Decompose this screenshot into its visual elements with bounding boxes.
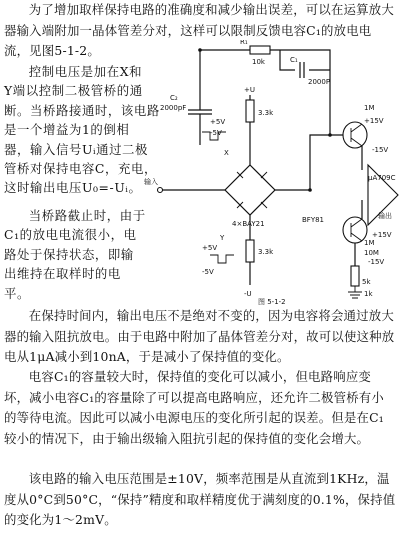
label-x: X: [224, 149, 229, 157]
junction-dot: [308, 188, 312, 192]
diode-bridge: [225, 165, 275, 215]
transistor-wires: [355, 146, 362, 270]
label-r1: R₁: [240, 40, 248, 46]
label-plus5v-y: +5V: [202, 244, 218, 252]
label-r33k-bot: 3.3k: [258, 248, 274, 256]
paragraph-specs: 该电路的输入电压范围是±10V，频率范围是从直流到1KHz，温度从0°C到50°C，“保持”精度和取样精度优于满刻度的0.1%，保持值的变化为1～2mV。: [4, 471, 396, 527]
label-minus5v-y: -5V: [202, 268, 214, 276]
text-line: 器，输入信号Uᵢ通过二极: [4, 141, 149, 157]
label-r10m: 10M: [364, 249, 379, 257]
text-line: 当桥路截止时，由于: [28, 208, 146, 223]
resistor-3-3k-top: [246, 100, 254, 122]
label-c1-value: 2000P: [308, 78, 331, 86]
label-c2: C₂: [170, 94, 178, 102]
text-line: 是一个增益为1的倒相: [4, 122, 130, 138]
junction-dot: [328, 133, 332, 137]
text-line: 路处于保持状态，即输: [4, 246, 134, 262]
label-r1k: 1k: [364, 290, 373, 298]
resistor-5k: [351, 266, 359, 286]
label-c2-value: 2000pF: [160, 104, 187, 112]
label-minus5v: -5V: [210, 129, 222, 137]
text-line: 控制电压是加在X和: [28, 64, 143, 79]
circuit-diagram: [140, 40, 400, 306]
label-minus15-b: -15V: [368, 258, 385, 266]
text-line: C₁的放电电流很小，电: [4, 227, 137, 243]
label-bfy: BFY81: [302, 216, 325, 224]
paragraph-control-voltage: [4, 62, 160, 198]
figure-caption: 图 5-1-2: [258, 298, 286, 306]
text-line: 断。当桥路接通时，该电路: [4, 102, 160, 118]
resistor-3-3k-bottom: [246, 240, 254, 262]
text-line: Y端以控制二极管桥的通: [4, 83, 143, 99]
text-line: 这时输出电压U₀=-Uᵢ。: [4, 180, 142, 196]
ground-symbol: [348, 286, 362, 298]
input-terminal: [158, 188, 163, 193]
label-minus15-a: -15V: [372, 146, 389, 154]
label-r1m-bot: 1M: [364, 239, 375, 247]
label-r10k: 10k: [252, 58, 265, 66]
label-plus5v: +5V: [210, 118, 226, 126]
text-line: 管桥对保持电容C，充电，: [4, 161, 157, 177]
text-line: 平。: [4, 285, 30, 301]
junction-dot: [198, 48, 202, 52]
label-r5k: 5k: [362, 278, 371, 286]
capacitor-c2: [188, 50, 212, 145]
label-plus15-b: +15V: [372, 231, 392, 239]
label-plus15-a: +15V: [364, 117, 384, 125]
label-r33k-top: 3.3k: [258, 109, 274, 117]
label-c1: C₁: [290, 56, 298, 64]
label-bridge: 4×BAY21: [232, 220, 265, 228]
label-r1m-top: 1M: [364, 104, 375, 112]
pulse-waveform-y: [210, 255, 234, 263]
label-input: 输入: [144, 178, 158, 186]
paragraph-hold-time: 在保持时间内，输出电压不是绝对不变的，因为电容将会通过放大器的输入阻抗放电。由于电路中附加了晶体管差分对，故可以使这种放电从1μA减小到10nA，于是减小了保持值的变化。: [4, 308, 395, 364]
wire-bridge-out: [275, 135, 345, 190]
resistor-10k: [250, 46, 270, 54]
label-opamp: μA709C: [368, 174, 396, 182]
transistor-top: [343, 122, 367, 148]
label-y: Y: [220, 234, 225, 242]
label-u-minus: -U: [244, 290, 252, 298]
paragraph-bridge-off: [4, 206, 146, 303]
text-line: 出维持在取样时的电: [4, 266, 121, 282]
paragraph-intro: 为了增加取样保持电路的准确度和减少输出误差，可以在运算放大器输入端附加一晶体管差分对，这样可以限制反馈电容C₁的放电电流，见图5-1-2。: [4, 2, 394, 58]
label-output: 输出: [378, 212, 392, 220]
label-u-plus: +U: [244, 86, 255, 94]
paragraph-capacitance: 电容C₁的容量较大时，保持值的变化可以减小，但电路响应变坏，减小电容C₁的容量除了可以提高电路响应，还允许二极管桥有小的等待电流。因此可以减小电源电压的变化所引起的误差。但是在C₁较小的情况下，由于输出级输入阻抗引起的保持值的变化会增大。: [4, 369, 384, 446]
capacitor-c1: [280, 50, 330, 78]
